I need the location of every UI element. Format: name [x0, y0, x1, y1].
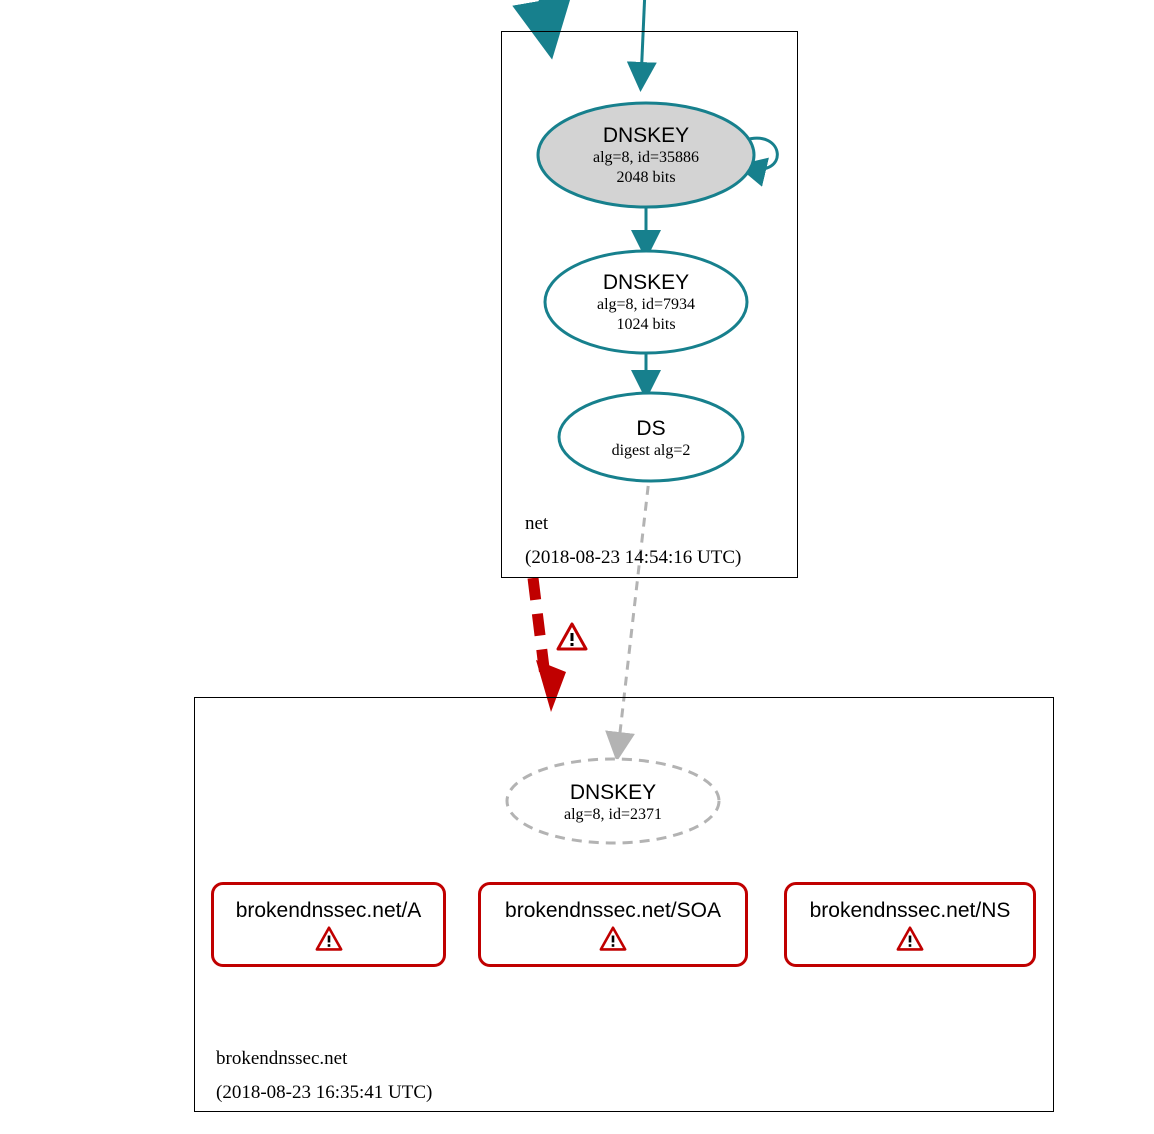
- node-bdn-dnskey-line2: alg=8, id=2371: [563, 806, 663, 823]
- node-net-zsk-line2: alg=8, id=7934: [596, 296, 696, 313]
- record-warning-icon-soa: [599, 926, 627, 952]
- record-label-soa: brokendnssec.net/SOA: [505, 898, 721, 922]
- record-label-ns: brokendnssec.net/NS: [809, 898, 1011, 922]
- node-net-ds-title: DS: [636, 417, 666, 440]
- zone-timestamp-net: (2018-08-23 14:54:16 UTC): [525, 547, 742, 568]
- zone-label-net: net: [525, 513, 549, 534]
- node-net-ksk-line2: alg=8, id=35886: [592, 149, 700, 166]
- node-net-ksk-line3: 2048 bits: [616, 169, 676, 186]
- edge-warning-icon: [556, 622, 588, 652]
- record-box-ns[interactable]: [784, 882, 1036, 967]
- record-box-a[interactable]: [211, 882, 446, 967]
- node-net-zsk-title: DNSKEY: [602, 271, 690, 294]
- record-box-soa[interactable]: [478, 882, 748, 967]
- node-bdn-dnskey-title: DNSKEY: [569, 781, 657, 804]
- node-net-ds-line2: digest alg=2: [611, 442, 691, 459]
- zone-timestamp-brokendnssec: (2018-08-23 16:35:41 UTC): [216, 1082, 433, 1103]
- zone-label-brokendnssec: brokendnssec.net: [216, 1048, 348, 1069]
- record-warning-icon-a: [315, 926, 343, 952]
- record-label-a: brokendnssec.net/A: [235, 898, 422, 922]
- node-net-zsk-line3: 1024 bits: [616, 316, 676, 333]
- node-net-ksk-title: DNSKEY: [602, 124, 690, 147]
- zone-box-net: [501, 31, 798, 578]
- record-warning-icon-ns: [896, 926, 924, 952]
